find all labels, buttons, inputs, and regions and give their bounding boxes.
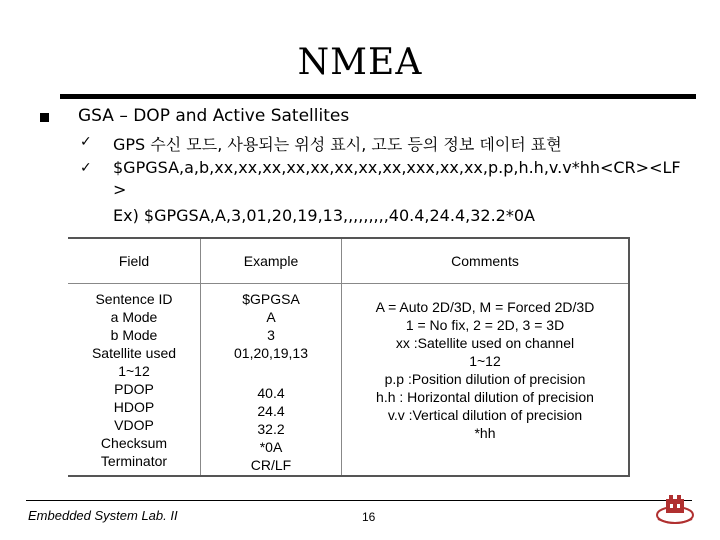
title-underline — [60, 94, 696, 99]
example-cell: A — [266, 309, 276, 325]
comment-cell: 1 = No fix, 2 = 2D, 3 = 3D — [405, 317, 565, 333]
example-column — [201, 284, 342, 476]
example-cell: $GPGSA — [242, 291, 300, 307]
field-cell: 1~12 — [118, 363, 150, 379]
example-cell: 01,20,19,13 — [234, 345, 308, 361]
example-cell: CR/LF — [250, 457, 292, 473]
slide-title: NMEA — [297, 42, 423, 83]
comment-cell: h.h : Horizontal dilution of precision — [376, 389, 594, 405]
field-cell: a Mode — [110, 309, 158, 325]
comment-cell: A = Auto 2D/3D, M = Forced 2D/3D — [375, 299, 595, 315]
square-bullet-icon — [40, 113, 49, 122]
field-cell: b Mode — [110, 327, 158, 343]
comment-cell: v.v :Vertical dilution of precision — [387, 407, 583, 423]
sub-item-format: $GPGSA,a,b,xx,xx,xx,xx,xx,xx,xx,xx,xxx,xx,xx,p.p,h.h,v.v*hh<CR><LF> — [113, 158, 681, 199]
gsa-table — [68, 237, 630, 477]
example-cell: 40.4 — [257, 385, 285, 401]
field-cell: HDOP — [113, 399, 155, 415]
field-cell: VDOP — [114, 417, 154, 433]
comments-column — [342, 284, 629, 476]
field-cell: Terminator — [100, 453, 168, 469]
field-cell: PDOP — [114, 381, 154, 397]
university-logo-icon — [654, 493, 696, 525]
field-column — [68, 284, 201, 476]
footer-rule — [26, 500, 692, 501]
field-cell: Checksum — [100, 435, 168, 451]
table-body-row — [68, 284, 628, 476]
comment-cell: xx :Satellite used on channel — [395, 335, 575, 351]
comment-cell: 1~12 — [469, 353, 501, 369]
comment-cell: *hh — [474, 425, 496, 441]
footer-lab-name: Embedded System Lab. II — [28, 508, 178, 523]
example-cell: 3 — [267, 327, 275, 343]
check-icon: ✓ — [80, 160, 92, 176]
main-bullet-text: GSA – DOP and Active Satellites — [78, 106, 350, 126]
example-cell: 32.2 — [257, 421, 285, 437]
field-cell: Satellite used — [91, 345, 177, 361]
example-cell: 24.4 — [257, 403, 285, 419]
header-field: Field — [68, 239, 201, 284]
field-cell: Sentence ID — [95, 291, 173, 307]
header-example: Example — [201, 239, 342, 284]
table-header-row — [68, 239, 628, 284]
sub-item-korean: GPS 수신 모드, 사용되는 위성 표시, 고도 등의 정보 데이터 표현 — [113, 135, 562, 154]
header-comments: Comments — [342, 239, 629, 284]
page-number: 16 — [362, 510, 376, 524]
comment-cell: p.p :Position dilution of precision — [384, 371, 586, 387]
example-line: Ex) $GPGSA,A,3,01,20,19,13,,,,,,,,,40.4,24.4,32.2*0A — [113, 206, 535, 225]
check-icon: ✓ — [80, 134, 92, 150]
example-cell: *0A — [259, 439, 283, 455]
